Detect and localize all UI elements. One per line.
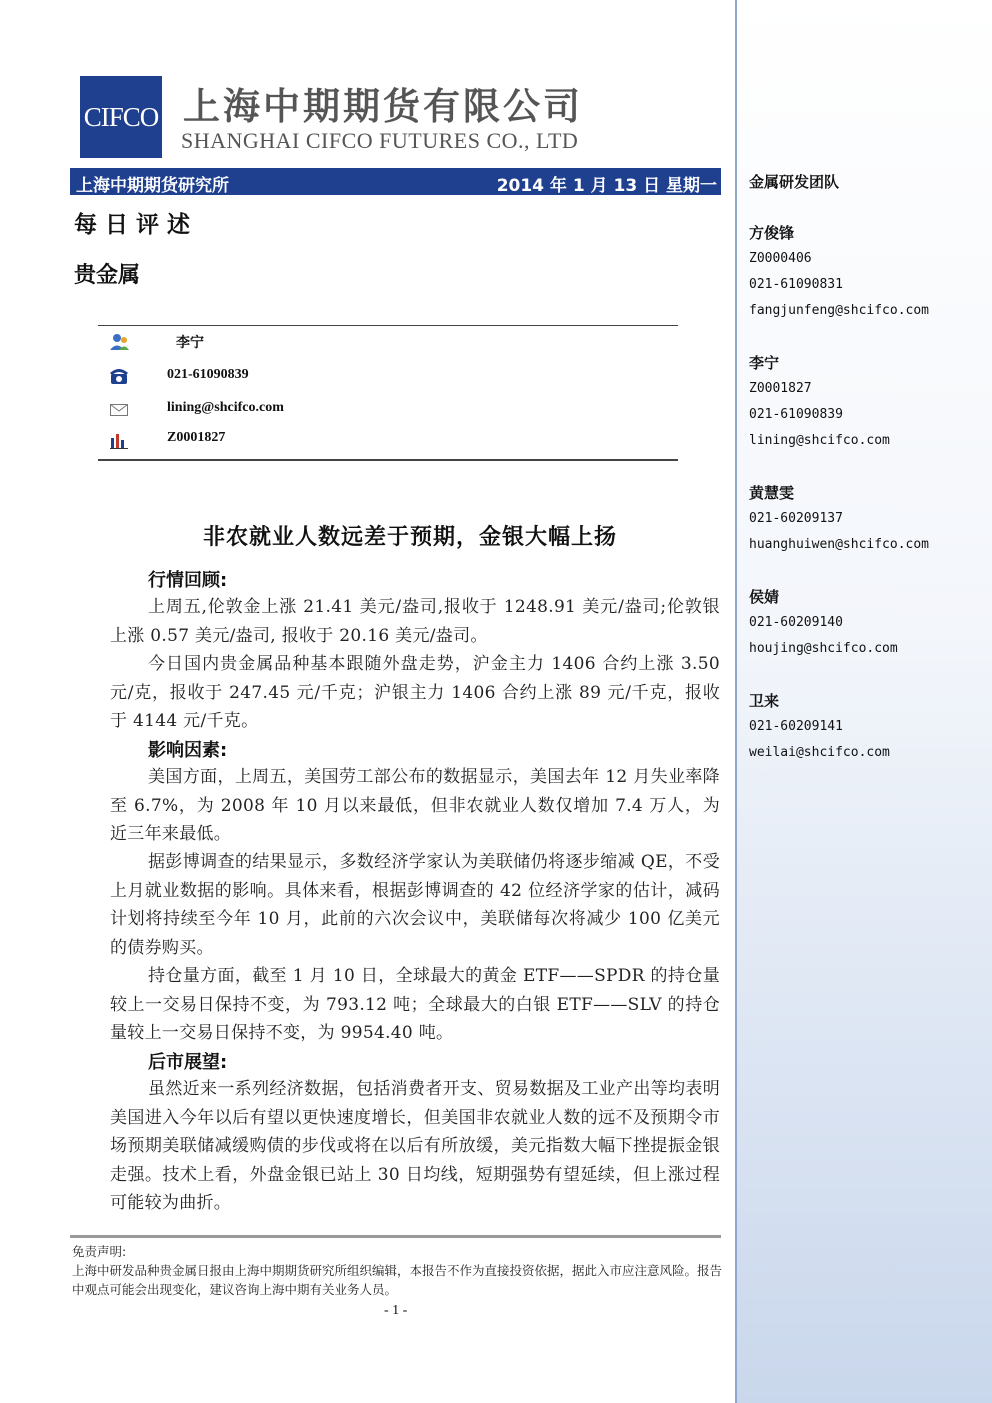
contact-row <box>98 400 678 430</box>
paragraph: 持仓量方面，截至 1 月 10 日，全球最大的黄金 ETF——SPDR 的持仓量较上一交易日保持不变，为 793.12 吨；全球最大的白银 ETF——SLV 的持仓量较上一交易日保持不变，为 9954.40 吨。 <box>110 966 720 1043</box>
mail-icon <box>109 400 129 420</box>
article-headline: 非农就业人数远差于预期，金银大幅上扬 <box>202 525 617 550</box>
analyst-card <box>749 350 890 454</box>
analyst-phone: 021-61090839 <box>749 407 843 422</box>
person-icon <box>109 332 129 352</box>
paragraph: 今日国内贵金属品种基本跟随外盘走势，沪金主力 1406 合约上涨 3.50 元/克，报收于 247.45 元/千克；沪银主力 1406 合约上涨 89 元/千克，报收于 4144 元/千克。 <box>110 654 720 731</box>
author-contact-box <box>98 325 678 461</box>
chart-icon <box>109 430 129 450</box>
analyst-phone: 021-61090831 <box>749 277 843 292</box>
analyst-license: Z0000406 <box>749 251 812 266</box>
phone-icon <box>109 367 129 387</box>
paragraph: 上周五,伦敦金上涨 21.41 美元/盎司,报收于 1248.91 美元/盎司;伦敦银上涨 0.57 美元/盎司, 报收于 20.16 美元/盎司。 <box>110 597 720 646</box>
report-category: 贵金属 <box>74 263 141 288</box>
company-name-en: SHANGHAI CIFCO FUTURES CO., LTD <box>181 128 579 153</box>
analyst-sidebar <box>735 0 992 1403</box>
analyst-phone: 021-60209137 <box>749 511 843 526</box>
analyst-email[interactable]: houjing@shcifco.com <box>749 641 898 656</box>
disclaimer-text: 上海中研发品种贵金属日报由上海中期期货研究所组织编辑，本报告不作为直接投资依据，据此入市应注意风险。报告中观点可能会出现变化，建议咨询上海中期有关业务人员。 <box>72 1263 723 1297</box>
disclaimer-title: 免责声明: <box>72 1244 127 1259</box>
analyst-name: 卫来 <box>749 692 780 710</box>
institute-name: 上海中期期货研究所 <box>76 176 229 196</box>
paragraph: 据彭博调查的结果显示，多数经济学家认为美联储仍将逐步缩减 QE，不受上月就业数据的影响。具体来看，根据彭博调查的 42 位经济学家的估计，减码计划将持续至今年 10 月，此前的六次会议中，美联储每次将减少 100 亿美元的债券购买。 <box>110 852 720 958</box>
analyst-name: 黄慧雯 <box>749 484 795 502</box>
analyst-name: 李宁 <box>749 354 780 372</box>
contact-row <box>98 367 678 397</box>
company-logo: CIFCO <box>80 76 162 158</box>
analyst-email[interactable]: fangjunfeng@shcifco.com <box>749 303 930 318</box>
analyst-name: 侯婧 <box>749 588 780 606</box>
footer-divider <box>70 1235 721 1238</box>
contact-row <box>98 430 678 460</box>
analyst-phone: 021-60209140 <box>749 615 843 630</box>
analyst-card <box>749 220 929 324</box>
team-title: 金属研发团队 <box>749 173 840 191</box>
page-number: - 1 - <box>384 1303 408 1318</box>
paragraph: 美国方面，上周五，美国劳工部公布的数据显示，美国去年 12 月失业率降至 6.7%，为 2008 年 10 月以来最低，但非农就业人数仅增加 7.4 万人，为近三年来最低。 <box>110 767 720 844</box>
author-name: 李宁 <box>176 336 204 351</box>
analyst-email[interactable]: lining@shcifco.com <box>749 433 890 448</box>
company-name-cn: 上海中期期货有限公司 <box>183 85 583 128</box>
paragraph: 虽然近来一系列经济数据，包括消费者开支、贸易数据及工业产出等均表明美国进入今年以后有望以更快速度增长，但美国非农就业人数的远不及预期令市场预期美联储减缓购债的步伐或将在以后有所放缓，美元指数大幅下挫提振金银走强。技术上看，外盘金银已站上 30 日均线，短期强势有望延续，但上涨过程可能较为曲折。 <box>110 1079 720 1213</box>
section-title: 每日评述 <box>74 211 198 238</box>
analyst-license: Z0001827 <box>749 381 812 396</box>
section-heading: 行情回顾: <box>148 570 228 591</box>
analyst-name: 方俊锋 <box>749 224 795 242</box>
author-license: Z0001827 <box>167 430 226 445</box>
disclaimer <box>72 1242 722 1299</box>
analyst-email[interactable]: huanghuiwen@shcifco.com <box>749 537 930 552</box>
report-header-bar <box>70 168 721 195</box>
contact-row <box>98 332 678 362</box>
analyst-card <box>749 688 890 766</box>
analyst-card <box>749 584 898 662</box>
analyst-email[interactable]: weilai@shcifco.com <box>749 745 890 760</box>
author-phone: 021-61090839 <box>167 367 249 382</box>
section-heading: 影响因素: <box>148 740 228 761</box>
analyst-phone: 021-60209141 <box>749 719 843 734</box>
author-email[interactable]: lining@shcifco.com <box>167 400 284 415</box>
section-heading: 后市展望: <box>148 1052 228 1073</box>
report-date: 2014 年 1 月 13 日 星期一 <box>496 176 717 196</box>
